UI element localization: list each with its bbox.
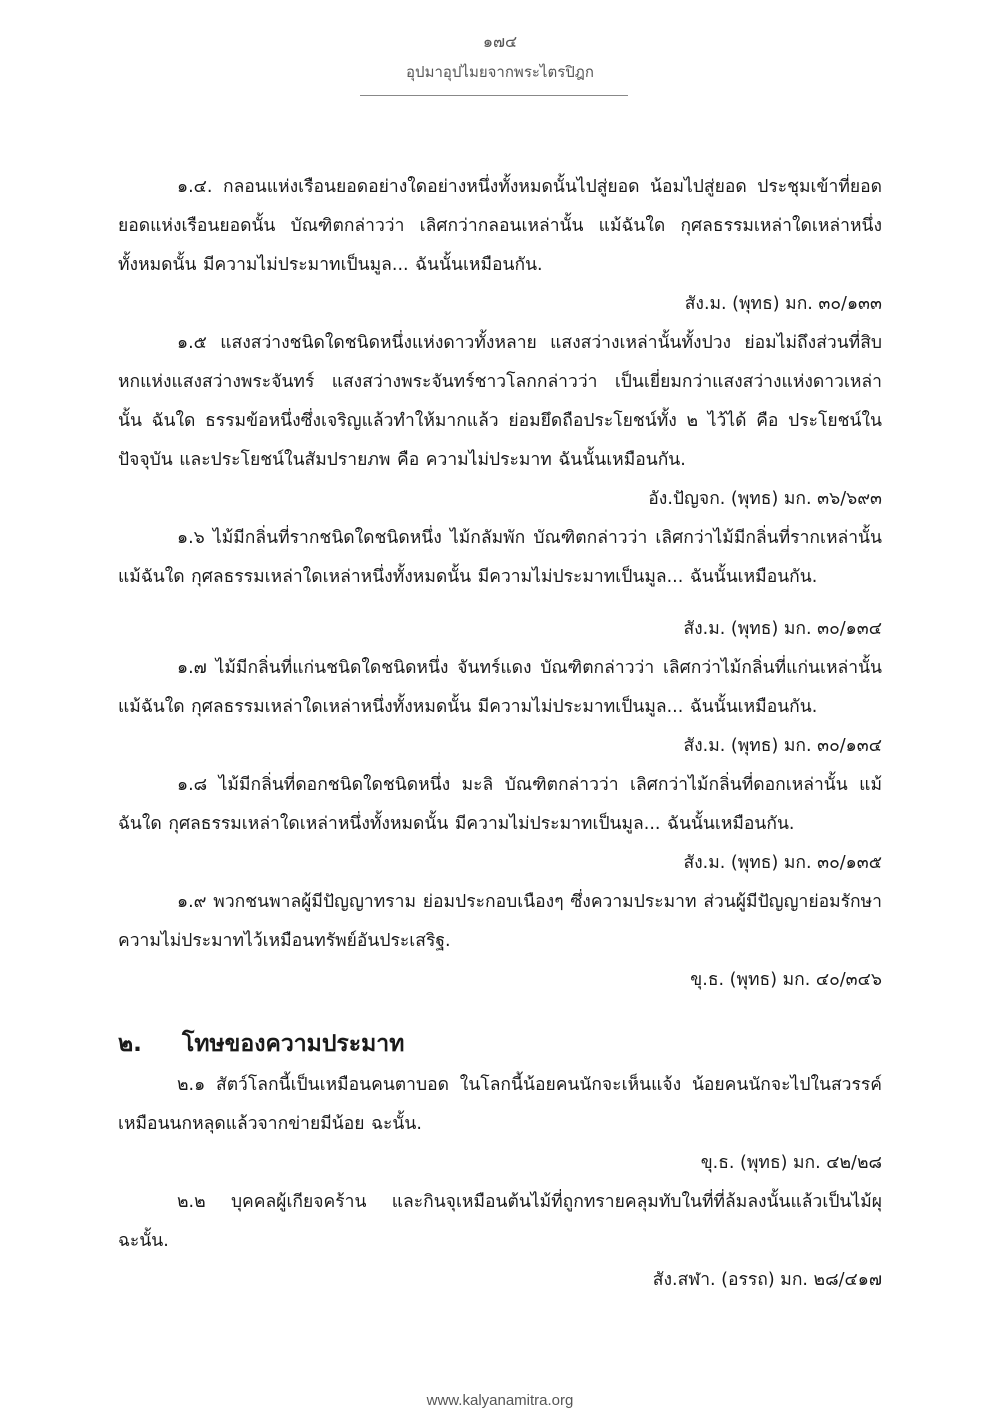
spacer	[118, 597, 882, 610]
section-heading	[118, 1022, 882, 1066]
footer-url: www.kalyanamitra.org	[426, 1392, 574, 1409]
section-number: ๒.	[118, 1031, 142, 1057]
running-header: อุปมาอุปไมยจากพระไตรปิฎก	[406, 63, 594, 81]
header-divider	[360, 95, 628, 96]
entry-1-6-text: ๑.๖ ไม้มีกลิ่นที่รากชนิดใดชนิดหนึ่ง ไม้กลัมพัก บัณฑิตกล่าวว่า เลิศกว่าไม้มีกลิ่นที่รากเหล่านั้น แม้ฉันใด กุศลธรรมเหล่าใดเหล่าหนึ่งทั้งหมดนั้น มีความไม่ประมาทเป็นมูล... ฉันนั้นเหมือนกัน.	[118, 528, 882, 587]
entry-1-5-reference: อัง.ปัญจก. (พุทธ) มก. ๓๖/๖๙๓	[648, 489, 882, 509]
entry-1-8-text: ๑.๘ ไม้มีกลิ่นที่ดอกชนิดใดชนิดหนึ่ง มะลิ บัณฑิตกล่าวว่า เลิศกว่าไม้กลิ่นที่ดอกเหล่านั้น แม้ฉันใด กุศลธรรมเหล่าใดเหล่าหนึ่งทั้งหมดนั้น มีความไม่ประมาทเป็นมูล... ฉันนั้นเหมือนกัน.	[118, 775, 882, 834]
entry-2-2-reference: สัง.สฬา. (อรรถ) มก. ๒๘/๔๑๗	[652, 1270, 882, 1290]
entry-1-8-reference: สัง.ม. (พุทธ) มก. ๓๐/๑๓๕	[683, 853, 882, 873]
entry-1-4-reference: สัง.ม. (พุทธ) มก. ๓๐/๑๓๓	[684, 294, 882, 314]
entry-1-6-reference: สัง.ม. (พุทธ) มก. ๓๐/๑๓๔	[683, 619, 882, 639]
page-content	[118, 168, 882, 1300]
entry-1-9-text: ๑.๙ พวกชนพาลผู้มีปัญญาทราม ย่อมประกอบเนืองๆ ซึ่งความประมาท ส่วนผู้มีปัญญาย่อมรักษาความไม่ประมาทไว้เหมือนทรัพย์อันประเสริฐ.	[118, 892, 882, 951]
entry-2-1-text: ๒.๑ สัตว์โลกนี้เป็นเหมือนคนตาบอด ในโลกนี้น้อยคนนักจะเห็นแจ้ง น้อยคนนักจะไปในสวรรค์เหมือนนกหลุดแล้วจากข่ายมีน้อย ฉะนั้น.	[118, 1075, 882, 1134]
entry-1-9-reference: ขุ.ธ. (พุทธ) มก. ๔๐/๓๔๖	[690, 970, 882, 990]
page-number: ๑๗๔	[482, 32, 518, 51]
entry-2-1-reference: ขุ.ธ. (พุทธ) มก. ๔๒/๒๘	[700, 1153, 882, 1173]
entry-1-5-text: ๑.๕ แสงสว่างชนิดใดชนิดหนึ่งแห่งดาวทั้งหลาย แสงสว่างเหล่านั้นทั้งปวง ย่อมไม่ถึงส่วนที่สิบหกแห่งแสงสว่างพระจันทร์ แสงสว่างพระจันทร์ชาวโลกกล่าวว่า เป็นเยี่ยมกว่าแสงสว่างแห่งดาวเหล่านั้น ฉันใด ธรรมข้อหนึ่งซึ่งเจริญแล้วทำให้มากแล้ว ย่อมยึดถือประโยชน์ทั้ง ๒ ไว้ได้ คือ ประโยชน์ในปัจจุบัน และประโยชน์ในสัมปรายภพ คือ ความไม่ประมาท ฉันนั้นเหมือนกัน.	[118, 333, 882, 470]
entry-2-2-text: ๒.๒ บุคคลผู้เกียจคร้าน และกินจุเหมือนต้นไม้ที่ถูกทรายคลุมทับในที่ที่ล้มลงนั้นแล้วเป็นไม้ผุ ฉะนั้น.	[118, 1192, 882, 1251]
entry-1-7-reference: สัง.ม. (พุทธ) มก. ๓๐/๑๓๔	[683, 736, 882, 756]
entry-1-7-text: ๑.๗ ไม้มีกลิ่นที่แก่นชนิดใดชนิดหนึ่ง จันทร์แดง บัณฑิตกล่าวว่า เลิศกว่าไม้กลิ่นที่แก่นเหล่านั้น แม้ฉันใด กุศลธรรมเหล่าใดเหล่าหนึ่งทั้งหมดนั้น มีความไม่ประมาทเป็นมูล... ฉันนั้นเหมือนกัน.	[118, 658, 882, 717]
entry-1-4-text: ๑.๔. กลอนแห่งเรือนยอดอย่างใดอย่างหนึ่งทั้งหมดนั้นไปสู่ยอด น้อมไปสู่ยอด ประชุมเข้าที่ยอด ยอดแห่งเรือนยอดนั้น บัณฑิตกล่าวว่า เลิศกว่ากลอนเหล่านั้น แม้ฉันใด กุศลธรรมเหล่าใดเหล่าหนึ่ง ทั้งหมดนั้น มีความไม่ประมาทเป็นมูล... ฉันนั้นเหมือนกัน.	[118, 177, 882, 275]
section-title: โทษของความประมาท	[182, 1031, 405, 1057]
